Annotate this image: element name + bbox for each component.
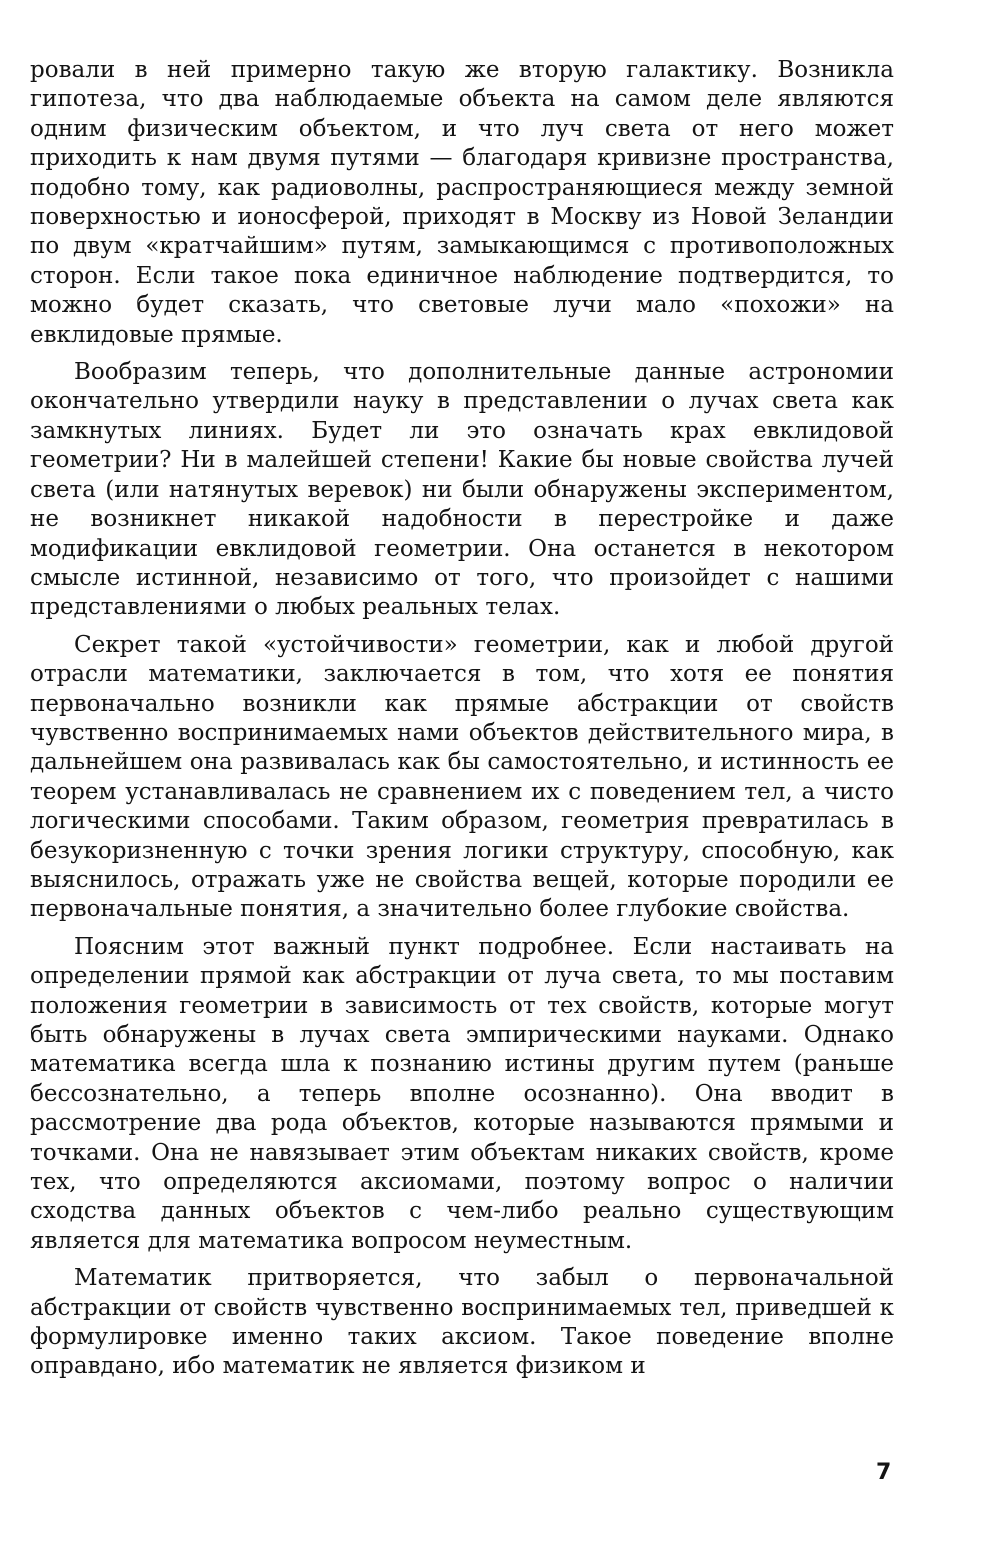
paragraph-2: Вообразим теперь, что дополнительные данные астрономии окончательно утвердили науку в представлении о лучах света как замкнутых линиях. Будет ли это означать крах евклидовой геометрии? Ни в малейшей степени! Какие бы новые свойства лучей света (или натянутых веревок) ни были обнаружены экспериментом, не возникнет никакой надобности в перестройке и даже модификации евклидовой геометрии. Она останется в некотором смысле истинной, независимо от того, что произойдет с нашими представлениями о любых реальных телах. <box>30 359 894 621</box>
paragraph-3: Секрет такой «устойчивости» геометрии, как и любой другой отрасли математики, заключается в том, что хотя ее понятия первоначально возникли как прямые абстракции от свойств чувственно воспринимаемых нами объектов действительного мира, в дальнейшем она развивалась как бы самостоятельно, и истинность ее теорем устанавливалась не сравнением их с поведением тел, а чисто логическими способами. Таким образом, геометрия превратилась в безукоризненную с точки зрения логики структуру, способную, как выяснилось, отражать уже не свойства вещей, которые породили ее первоначальные понятия, а значительно более глубокие свойства. <box>30 631 894 923</box>
paragraph-1: ровали в ней примерно такую же вторую галактику. Возникла гипотеза, что два наблюдаемые объекта на самом деле являются одним физическим объектом, и что луч света от него может приходить к нам двумя путями — благодаря кривизне пространства, подобно тому, как радиоволны, распространяющиеся между земной поверхностью и ионосферой, приходят в Москву из Новой Зеландии по двум «кратчайшим» путям, замыкающимся с противоположных сторон. Если такое пока единичное наблюдение подтвердится, то можно будет сказать, что световые лучи мало «похожи» на евклидовые прямые. <box>30 57 894 348</box>
paragraph-4: Поясним этот важный пункт подробнее. Если настаивать на определении прямой как абстракции от луча света, то мы поставим положения геометрии в зависимость от тех свойств, которые могут быть обнаружены в лучах света эмпирическими науками. Однако математика всегда шла к познанию истины другим путем (раньше бессознательно, а теперь вполне осознанно). Она вводит в рассмотрение два рода объектов, которые называются прямыми и точками. Она не навязывает этим объектам никаких свойств, кроме тех, что определяются аксиомами, поэтому вопрос о наличии сходства данных объектов с чем-либо реально существующим является для математика вопросом неуместным. <box>30 933 894 1254</box>
page-body <box>30 56 894 1390</box>
paragraph-5: Математик притворяется, что забыл о первоначальной абстракции от свойств чувственно воспринимаемых тел, приведшей к формулировке именно таких аксиом. Такое поведение вполне оправдано, ибо математик не является физиком и <box>30 1265 894 1380</box>
page-number: 7 <box>876 1460 892 1485</box>
